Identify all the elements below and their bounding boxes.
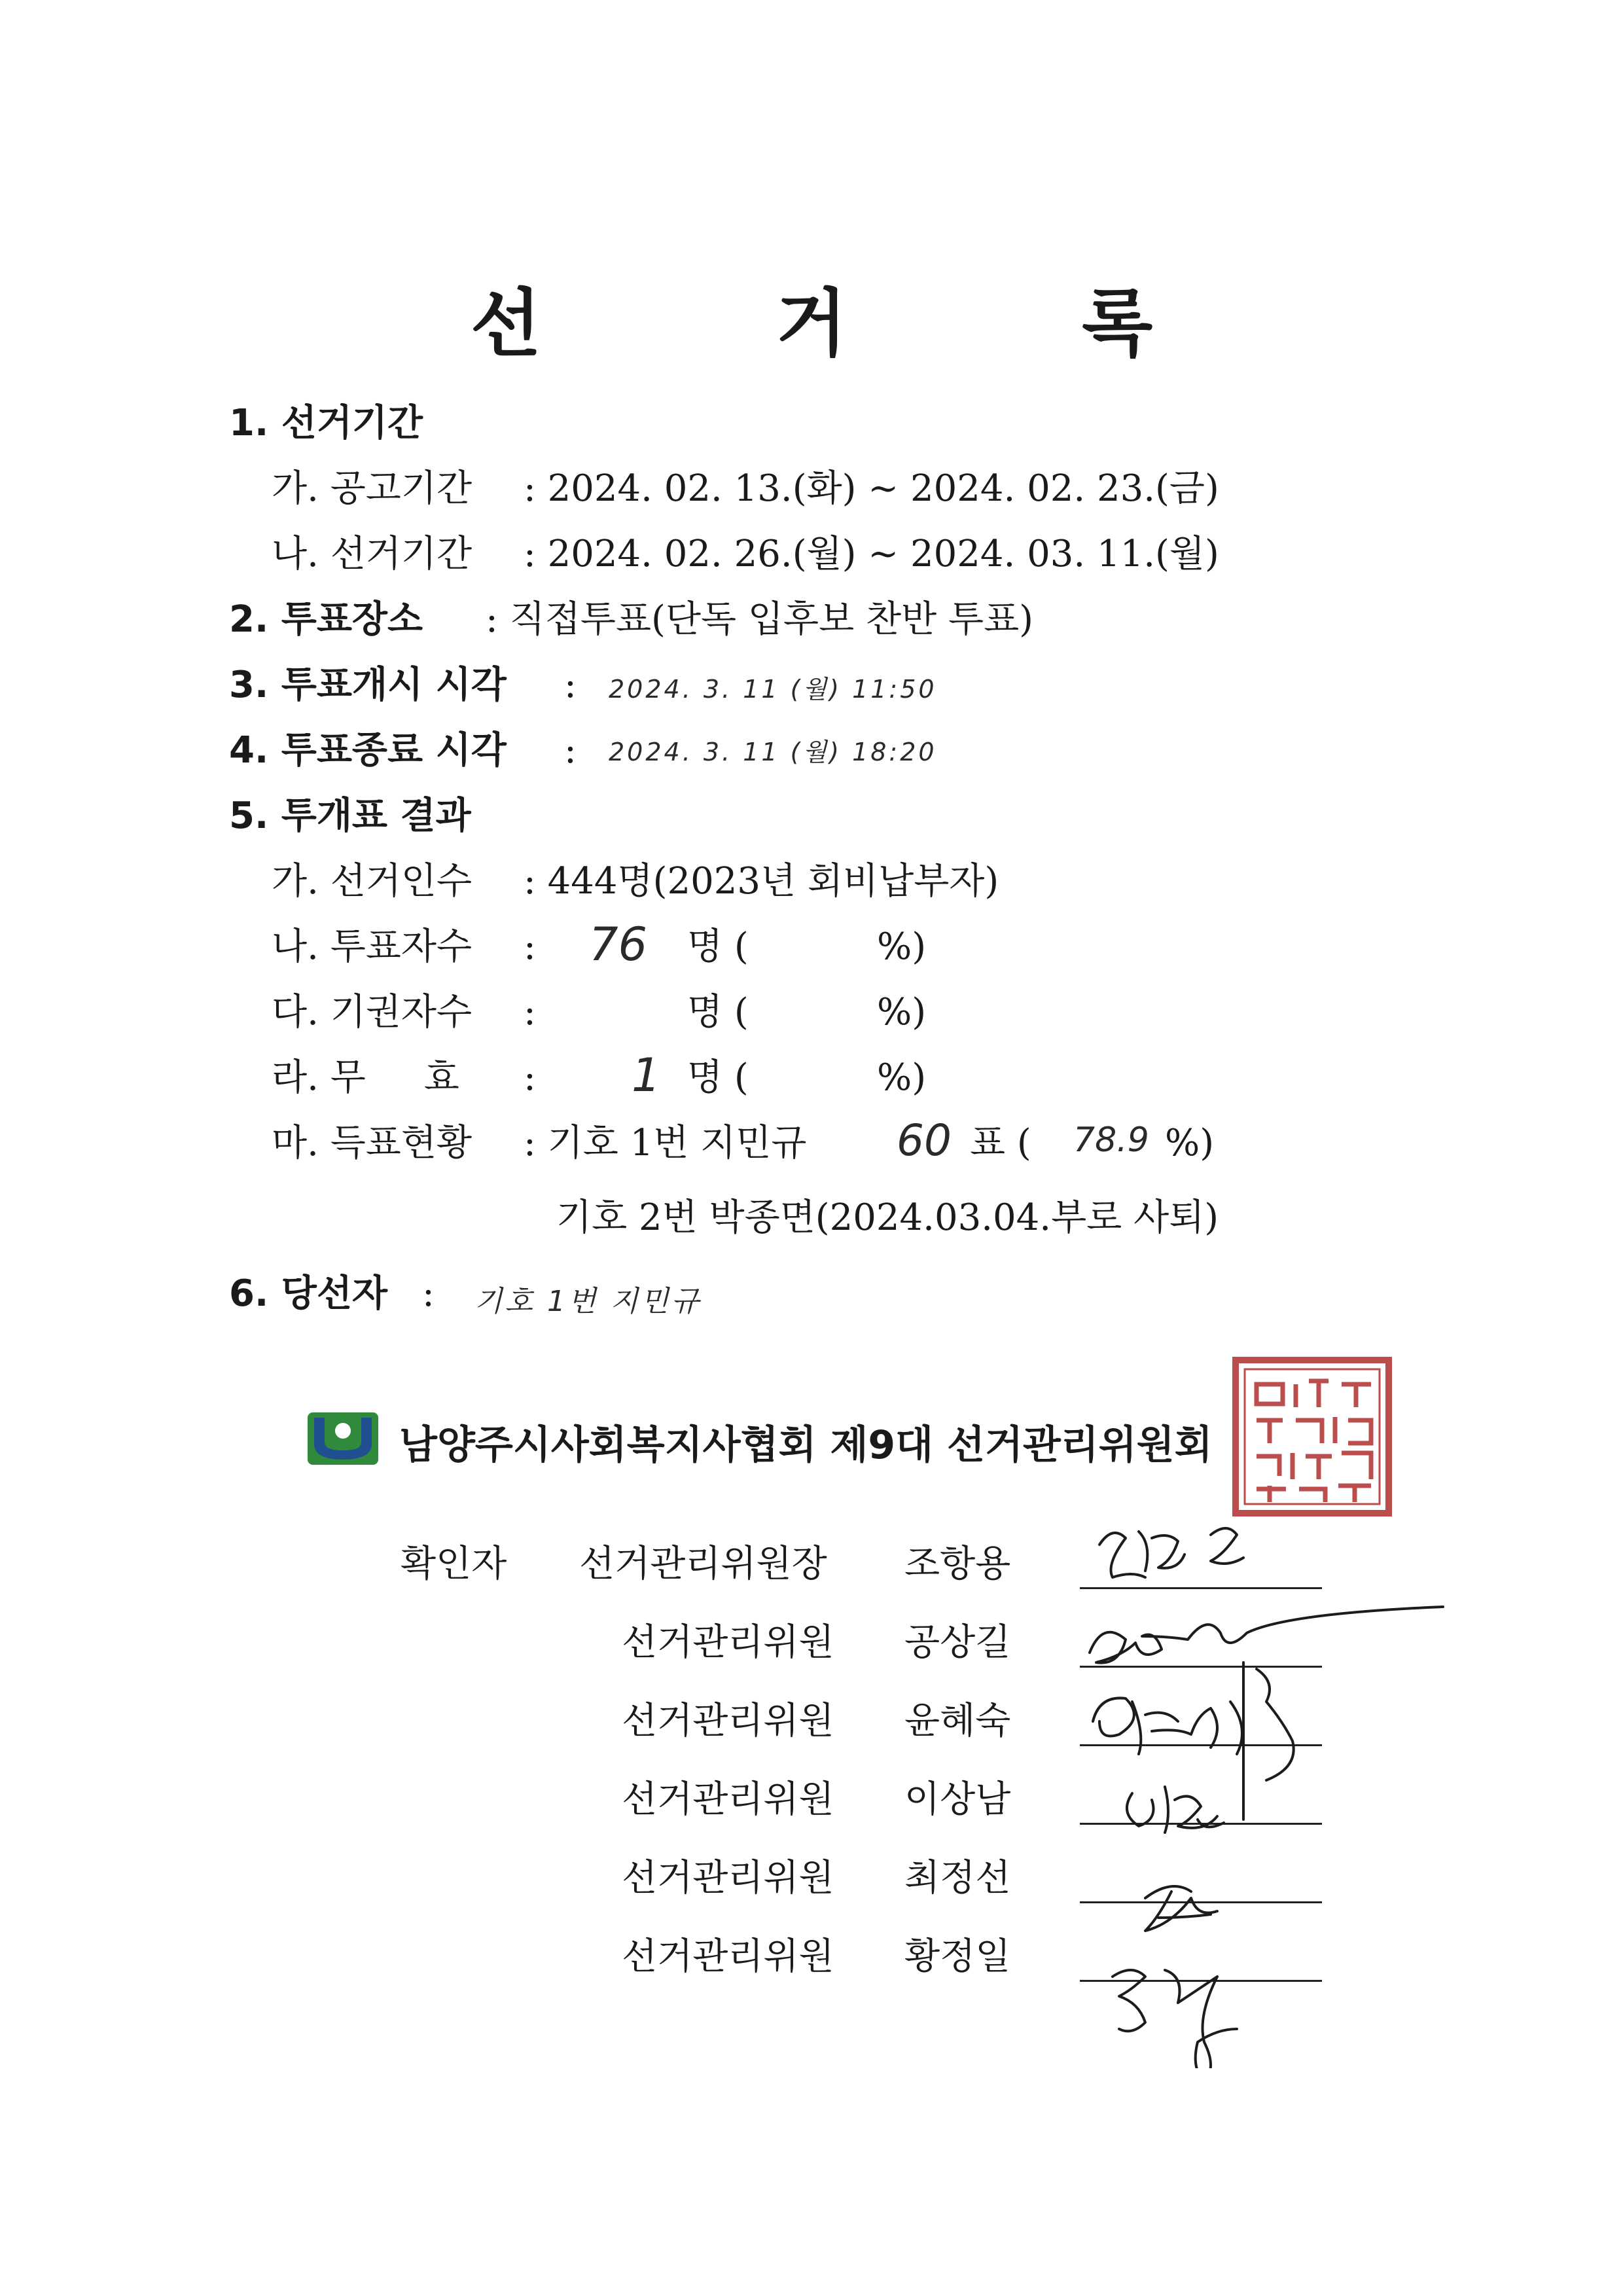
candidate1-percent-close: %) <box>1165 1122 1215 1164</box>
candidate1-votes-handwritten: 60 <box>897 1115 952 1166</box>
signer-name: 윤혜숙 <box>904 1700 1011 1742</box>
election-period-value: : 2024. 02. 26.(월) ~ 2024. 03. 11.(월) <box>524 533 1219 575</box>
candidate1-unit: 표 ( <box>970 1122 1031 1164</box>
notice-period-value: : 2024. 02. 13.(화) ~ 2024. 02. 23.(금) <box>524 467 1219 510</box>
abstain-label: 다. 기권자수 <box>272 991 473 1033</box>
abstain-colon: : <box>524 991 536 1033</box>
candidate2-status: 기호 2번 박종면(2024.03.04.부로 사퇴) <box>556 1196 1219 1239</box>
winner-colon: : <box>422 1272 435 1315</box>
voters-colon: : <box>524 925 536 968</box>
voting-start-handwritten: 2024. 3. 11 (월) 11:50 <box>609 675 937 704</box>
section-voting-end-heading: 4. 투표종료 시각 <box>229 729 507 772</box>
signer-name: 공상길 <box>904 1621 1011 1664</box>
section-election-period-heading: 1. 선거기간 <box>229 402 423 444</box>
voters-count-handwritten: 76 <box>589 918 648 971</box>
candidate1-percent-handwritten: 78.9 <box>1073 1121 1149 1160</box>
voters-percent: %) <box>877 925 927 968</box>
voting-end-handwritten: 2024. 3. 11 (월) 18:20 <box>609 738 937 766</box>
document-title: 선 거 록 <box>470 281 1258 367</box>
voters-unit: 명 ( <box>687 925 749 968</box>
signer-role: 선거관리위원 <box>622 1700 834 1742</box>
signer-role: 선거관리위원장 <box>579 1543 827 1585</box>
section-result-heading: 5. 투개표 결과 <box>229 795 471 837</box>
handwritten-signatures <box>1073 1505 1466 2068</box>
organization-name: 남양주시사회복지사협회 제9대 선거관리위원회 <box>399 1422 1213 1468</box>
signer-role: 선거관리위원 <box>622 1857 834 1899</box>
voters-label: 나. 투표자수 <box>272 925 473 968</box>
association-logo <box>308 1412 378 1465</box>
section-winner-heading: 6. 당선자 <box>229 1272 388 1315</box>
voting-end-colon: : <box>564 729 577 772</box>
voting-place-value: : 직접투표(단독 입후보 찬반 투표) <box>486 598 1034 641</box>
signer-name: 황정일 <box>904 1935 1011 1978</box>
official-seal <box>1230 1355 1394 1518</box>
invalid-unit: 명 ( <box>687 1056 749 1099</box>
electors-value: : 444명(2023년 회비납부자) <box>524 860 999 903</box>
winner-handwritten: 기호 1번 지민규 <box>474 1285 702 1318</box>
signer-role: 선거관리위원 <box>622 1935 834 1978</box>
invalid-label: 라. 무 효 <box>272 1056 459 1099</box>
signer-role: 선거관리위원 <box>622 1778 834 1821</box>
election-period-label: 나. 선거기간 <box>272 533 473 575</box>
signer-name: 조항용 <box>904 1543 1011 1585</box>
invalid-percent: %) <box>877 1056 927 1099</box>
signer-role: 선거관리위원 <box>622 1621 834 1664</box>
section-voting-place-heading: 2. 투표장소 <box>229 598 423 641</box>
notice-period-label: 가. 공고기간 <box>272 467 473 510</box>
candidate1-prefix: : 기호 1번 지민규 <box>524 1122 807 1164</box>
confirmer-label: 확인자 <box>401 1543 507 1585</box>
abstain-unit: 명 ( <box>687 991 749 1033</box>
votes-label: 마. 득표현황 <box>272 1122 473 1164</box>
invalid-colon: : <box>524 1056 536 1099</box>
invalid-count-handwritten: 1 <box>632 1049 661 1102</box>
abstain-percent: %) <box>877 991 927 1033</box>
section-voting-start-heading: 3. 투표개시 시각 <box>229 664 507 706</box>
voting-start-colon: : <box>564 664 577 706</box>
signer-name: 이상남 <box>904 1778 1011 1821</box>
electors-label: 가. 선거인수 <box>272 860 473 903</box>
signer-name: 최정선 <box>904 1857 1011 1899</box>
